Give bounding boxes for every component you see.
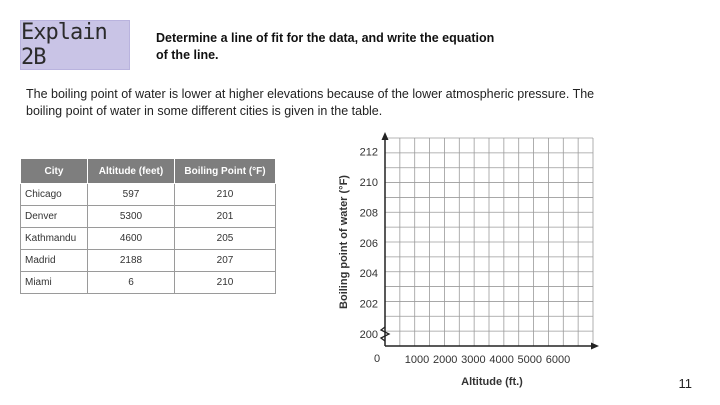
blank-graph bbox=[330, 130, 600, 395]
altitude-cell: 2188 bbox=[88, 250, 175, 272]
page-number: 11 bbox=[678, 376, 692, 391]
y-tick-label: 202 bbox=[359, 298, 378, 311]
graph-grid bbox=[385, 138, 593, 346]
boiling-point-table bbox=[20, 158, 276, 294]
y-tick-label: 210 bbox=[359, 177, 378, 189]
city-cell: Denver bbox=[21, 206, 88, 228]
y-axis-label: Boiling point of water (°F) bbox=[338, 175, 350, 309]
x-tick-label: 2000 bbox=[432, 354, 458, 366]
y-tick-label: 206 bbox=[359, 237, 378, 250]
x-axis bbox=[385, 343, 599, 350]
x-tick-label: 1000 bbox=[404, 354, 430, 366]
altitude-cell: 5300 bbox=[88, 206, 175, 228]
x-tick-label: 3000 bbox=[461, 354, 486, 366]
table-row bbox=[21, 250, 276, 272]
y-tick-label: 208 bbox=[359, 207, 378, 220]
x-axis-arrow-icon bbox=[591, 343, 599, 350]
x-tick-labels bbox=[405, 354, 570, 366]
city-cell: Madrid bbox=[21, 250, 88, 272]
boiling-point-cell: 201 bbox=[175, 206, 276, 228]
y-axis-arrow-icon bbox=[382, 132, 389, 140]
altitude-cell: 6 bbox=[88, 272, 175, 294]
table-row bbox=[21, 206, 276, 228]
x-tick-label: 6000 bbox=[545, 354, 571, 366]
altitude-cell: 4600 bbox=[88, 228, 175, 250]
y-axis bbox=[382, 132, 389, 346]
header-altitude: Altitude (feet) bbox=[88, 159, 175, 184]
y-tick-labels bbox=[360, 147, 378, 341]
y-tick-label: 212 bbox=[359, 146, 378, 159]
boiling-point-cell: 210 bbox=[175, 184, 276, 206]
section-badge-label: Explain 2B bbox=[21, 20, 107, 70]
boiling-point-cell: 210 bbox=[175, 272, 276, 294]
x-tick-label: 5000 bbox=[517, 354, 543, 366]
table-row bbox=[21, 184, 276, 206]
prompt-text: Determine a line of fit for the data, and write the equation of the line. bbox=[156, 31, 495, 62]
origin-label: 0 bbox=[373, 353, 381, 365]
boiling-point-cell: 205 bbox=[175, 228, 276, 250]
city-cell: Kathmandu bbox=[21, 228, 88, 250]
boiling-point-cell: 207 bbox=[175, 250, 276, 272]
intro-text: The boiling point of water is lower at higher elevations because of the lower atmospheric pressure. The boiling point of water in some different cities is given in the table. bbox=[26, 87, 595, 118]
x-axis-label: Altitude (ft.) bbox=[461, 376, 523, 388]
header-city: City bbox=[21, 159, 88, 184]
table-header-row bbox=[21, 159, 276, 184]
table-row bbox=[21, 228, 276, 250]
altitude-cell: 597 bbox=[88, 184, 175, 206]
section-badge bbox=[20, 20, 130, 70]
city-cell: Chicago bbox=[21, 184, 88, 206]
header-boiling-point: Boiling Point (°F) bbox=[175, 159, 276, 184]
city-cell: Miami bbox=[21, 272, 88, 294]
y-tick-label: 204 bbox=[359, 268, 378, 281]
table-row bbox=[21, 272, 276, 294]
y-tick-label: 200 bbox=[359, 329, 378, 341]
x-tick-label: 4000 bbox=[489, 354, 514, 366]
